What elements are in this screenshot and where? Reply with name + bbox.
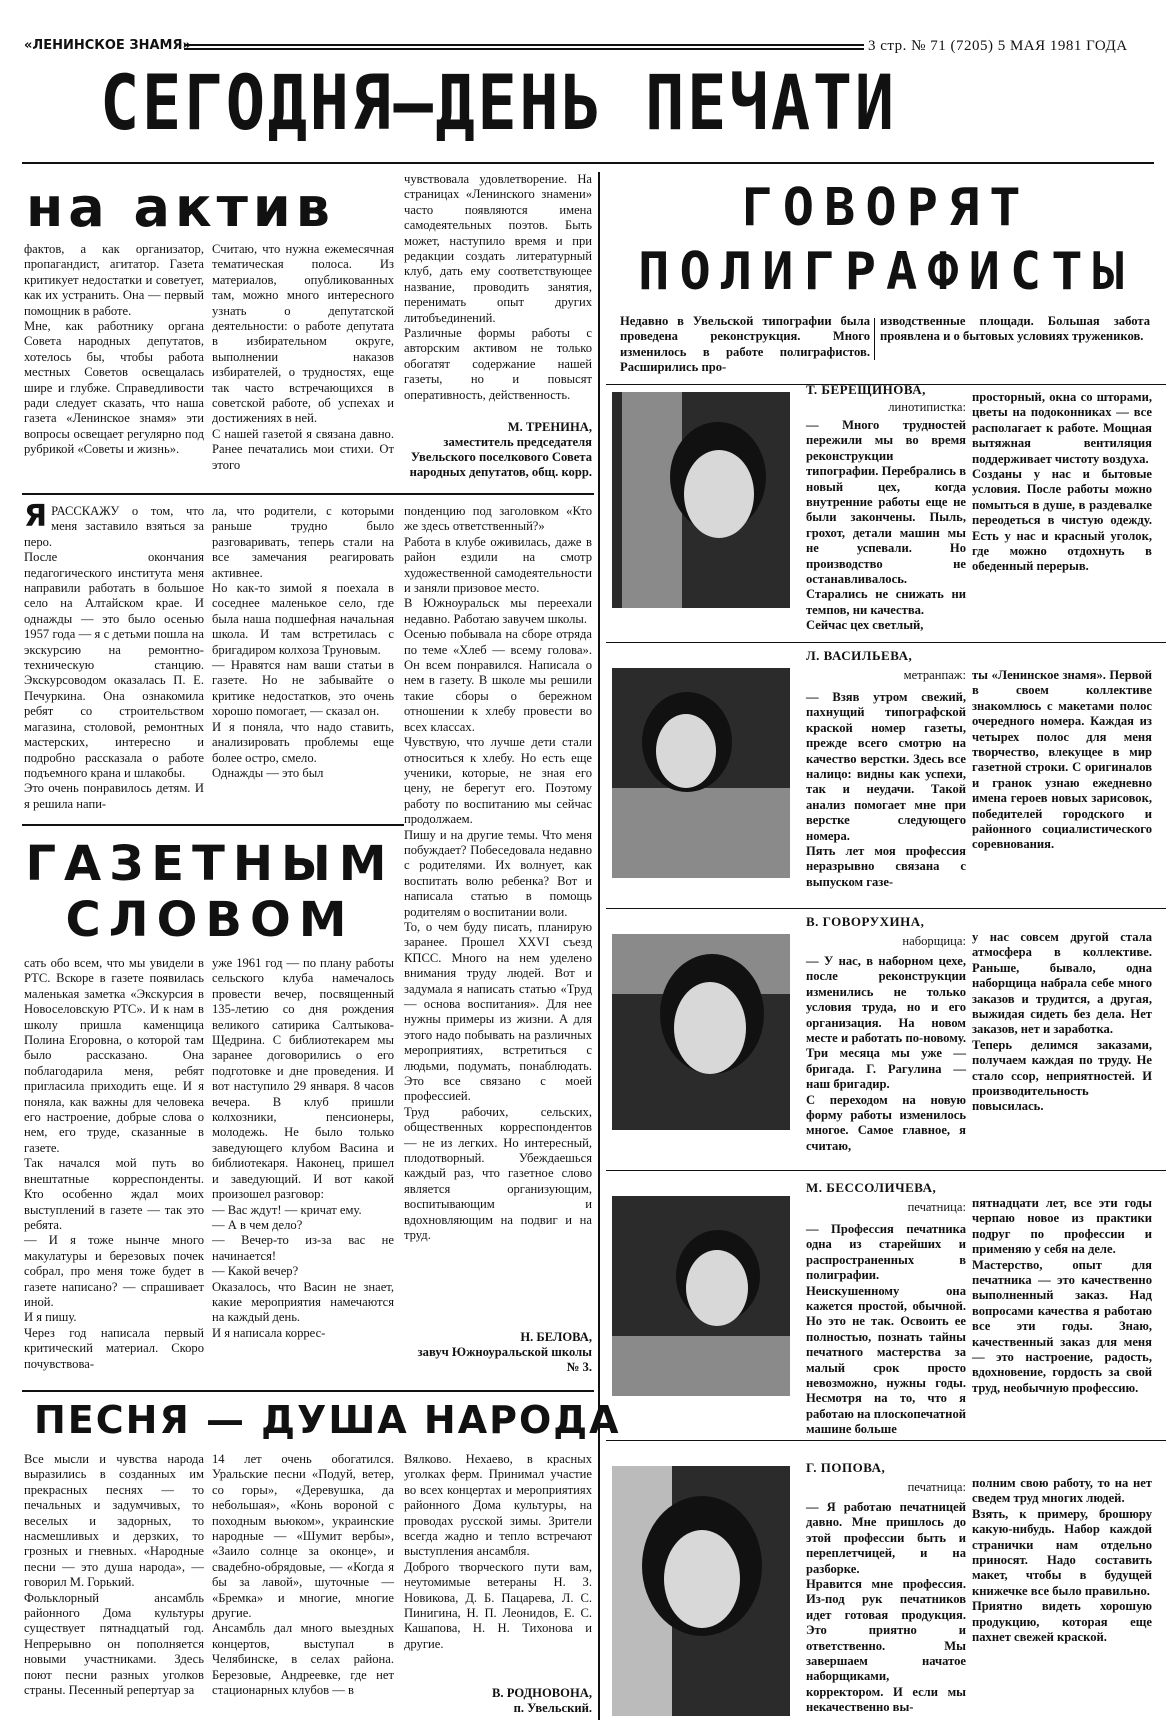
paper-name: «ЛЕНИНСКОЕ ЗНАМЯ» bbox=[24, 38, 191, 53]
aktiv-col1: фактов, а как организатор, пропагандист, агитатор. Газета критикует недостатки и советует, как их устранить. Она — первый помощник в работе. Мне, как работнику органа Совета народных депутатов, хотелось бы, чтобы работа местных Советов освещалась шире и глубже. Справедливости ради следует сказать, что наша газета «Ленинское знамя» эти вопросы освещает регулярно под рубрикой «Советы и жизнь». bbox=[24, 242, 204, 457]
pesnya-headline: ПЕСНЯ — ДУША НАРОДА bbox=[34, 1398, 621, 1442]
gazetnym-col2: уже 1961 год — по плану работы сельского клуба намечалось провести вечер, посвященный 135-летию со дня рождения великого сатирика Салтыкова-Щедрина. С библиотекарем мы заранее договорились о его подготовке и дне проведения. И вот наступило 29 января. 8 часов вечера. В клуб пришли колхозники, пенсионеры, молодежь. Не было только заведующего клубом Васина и библиотекаря. Наконец, пришел и заведующий. И вот какой произошел разговор: — Вас ждут! — кричат ему. — А в чем дело? — Вечер-то из-за вас не начинается! — Какой вечер? Оказалось, что Васин не знает, какие мероприятия намечаются на каждый день. И я написала коррес- bbox=[212, 956, 394, 1340]
role-bessolicheva: печатница: bbox=[907, 1200, 966, 1214]
rule-person3 bbox=[606, 908, 1166, 909]
rule-person5 bbox=[606, 1440, 1166, 1441]
rule-person2 bbox=[606, 642, 1166, 643]
text-b-govorukhina: у нас совсем другой стала атмосфера в коллективе. Раньше, бывало, одна наборщица набрала себе много заказов и трудится, а другая, выжидая сидеть без дела. Нет заказов, нет и заработка. Теперь делимся заказами, получаем каждая по труду. Не стало ссор, неприятностей. И производительность повысилась. bbox=[972, 930, 1152, 1114]
pesnya-col2: 14 лет очень обогатился. Уральские песни «Подуй, ветер, со горы», «Деревушка, да небольшая», «Конь вороной с походным вьюком», украинские народные — «Шумит вербы», «Заило солнце за оконце», и свадебно-обрядовые, — «Когда я бы за лавой», шуточные — «Бремка» и многие, многие другие. Ансамбль дал много выездных концертов, выступал в Челябинске, в селах района. Березовые, Андреевке, где нет стационарных клубов — в bbox=[212, 1452, 394, 1698]
aktiv-col3: чувствовала удовлетворение. На страницах «Ленинского знамени» часто появляются имена самодеятельных поэтов. Быть может, наступило время и при редакции создать литературный клуб, дать ему соответствующее название, проводить занятия, перенимать опыт других литобъединений. Различные формы работы с авторским активом не только обогатят содержание нашей газеты, но и повысят оперативность, действенность. bbox=[404, 172, 592, 402]
rasskazhu-col1 bbox=[24, 499, 204, 820]
text-b-popova: полним свою работу, то на нет сведем труд многих людей. Взять, к примеру, брошюру какую-нибудь. Набор каждой странички нам отдельно приносят. Надо составить макет, чтобы в будущей книжечке все было правильно. Приятно видеть хорошую продукцию, которая еще пахнет свежей краской. bbox=[972, 1476, 1152, 1645]
pesnya-col3: Вялково. Нехаево, в красных уголках ферм. Принимал участие во всех концертах и мероприятиях районного Дома культуры, на проводах русской зимы. Зрители всегда жадно и тепло встречают выступления ансамбля. Доброго творческого пути вам, неутомимые ветераны Н. З. Новикова, Д. Б. Пацарева, Л. С. Пинигина, Н. П. Леонидов, Е. С. Кашапова, Н. Н. Тихонова и другие. bbox=[404, 1452, 592, 1651]
rasskazhu-col2: ла, что родители, с которыми раньше трудно было разговаривать, теперь стали на все замечания реагировать активнее. Но как-то зимой я поехала в соседнее маленькое село, где была наша подшефная начальная школа. И там встретилась с бригадиром колхоза Труновым. — Нравятся нам ваши статьи в газете. Но не забывайте о критике недостатков, это очень хорошо помогает, — сказал он. И я поняла, что надо ставить, анализировать проблемы еще более остро, смело. Однажды — это был bbox=[212, 504, 394, 780]
photo-bessolicheva bbox=[612, 1196, 790, 1396]
rule-before-pesnya bbox=[22, 1390, 594, 1392]
intro-divider bbox=[874, 318, 875, 360]
text-a-bereshchinova: — Много трудностей пережили мы во время реконструкции типографии. Перебрались в новый цех, когда внутренние работы еще не были закончены. Пыль, грохот, детали машин мы не успевали. Но производство не останавливалось. Старались не снижать ни темпов, ни качества. Сейчас цех светлый, bbox=[806, 418, 966, 633]
photo-govorukhina bbox=[612, 934, 790, 1130]
aktiv-headline: на актив bbox=[26, 176, 335, 239]
masthead-rule bbox=[184, 44, 864, 50]
text-b-bereshchinova: просторный, окна со шторами, цветы на подоконниках — все располагает к работе. Мощная вытяжная вентиляция поддерживает чистоту воздуха. Созданы у нас и бытовые условия. После работы можно помыться в душе, в раздевалке переодеться в чистую одежду. Есть у нас и красный уголок, где можно отдохнуть в обеденный перерыв. bbox=[972, 390, 1152, 574]
text-a-bessolicheva: — Профессия печатника одна из старейших и распространенных в полиграфии. Неискушенному она кажется простой, обычной. Но это не так. Освоить ее полностью, познать тайны печатного мастерства за малый срок просто невозможно, нужны годы. Несмотря на то, что я работаю на плоскопечатной машине больше bbox=[806, 1222, 966, 1437]
pesnya-col1: Все мысли и чувства народа выразились в созданных им прекрасных песнях — то печальных и задумчивых, то веселых и задорных, то насмешливых и дерзких, то грозных и гневных. «Народные песни — это душа народа», — говорил М. Горький. Фольклорный ансамбль районного Дома культуры существует пятнадцатый год. Непрерывно он пополняется новыми участниками. Здесь поют песни разных уголков страны. Песенный репертуар за bbox=[24, 1452, 204, 1698]
main-headline: СЕГОДНЯ—ДЕНЬ ПЕЧАТИ bbox=[100, 58, 897, 147]
rule-person4 bbox=[606, 1170, 1166, 1171]
name-bessolicheva: М. БЕССОЛИЧЕВА, bbox=[806, 1180, 937, 1195]
role-govorukhina: наборщица: bbox=[902, 934, 966, 948]
photo-bereshchinova bbox=[612, 392, 790, 608]
text-b-vasilyeva: ты «Ленинское знамя». Первой в своем коллективе знакомлюсь с макетами полос очередного номера. Каждая из четырех полос для меня творчество, влекущее в мир газетной строки. С оригиналов и гранок узнаю ежедневно имена героев новых зарисовок, победителей городского и районного социалистического соревнования. bbox=[972, 668, 1152, 852]
name-bereshchinova: Т. БЕРЕЩИНОВА, bbox=[806, 382, 926, 397]
gazetnym-signature: Н. БЕЛОВА, завуч Южноуральской школы № 3. bbox=[417, 1330, 592, 1374]
rule-after-aktiv bbox=[22, 493, 594, 495]
rule-center-divider bbox=[598, 172, 600, 1720]
poligrafisty-intro-left: Недавно в Увельской типографии была проведена реконструкция. Много изменилось в работе полиграфистов. Расширились про- bbox=[620, 314, 870, 375]
gazetnym-headline: ГАЗЕТНЫМ СЛОВОМ bbox=[25, 836, 395, 948]
issue-line: 3 стр. № 71 (7205) 5 МАЯ 1981 ГОДА bbox=[868, 38, 1128, 54]
photo-popova bbox=[612, 1466, 790, 1716]
photo-vasilyeva bbox=[612, 668, 790, 878]
rule-before-gazetnym bbox=[22, 824, 404, 826]
role-vasilyeva: метранпаж: bbox=[903, 668, 966, 682]
text-a-govorukhina: — У нас, в наборном цехе, после реконструкции изменились не только условия труда, но и его организация. На новом месте и работать по-новому. Три месяца мы уже — бригада. Г. Рагулина — наш бригадир. С переходом на новую форму работы изменилось многое. Самое главное, я считаю, bbox=[806, 954, 966, 1153]
aktiv-col2: Считаю, что нужна ежемесячная тематическая полоса. Из материалов, опубликованных там, можно много интересного узнать о депутатской деятельности: о работе депутата в избирательном округе, выполнении наказов избирателей, о трудностях, еще так часто встречающихся в советской работе, об успехах и достижениях в ней. С нашей газетой я связана давно. Ранее печатались мои стихи. От этого bbox=[212, 242, 394, 472]
role-bereshchinova: линотипистка: bbox=[888, 400, 966, 414]
text-b-bessolicheva: пятнадцати лет, все эти годы черпаю новое из практики подруг по профессии и применяю у себя на деле. Мастерство, опыт для печатника — это качественно выполненный заказ. Над вопросами качества я работаю все эти годы. Знаю, качественный заказ для меня — это настроение, радость, вдохновение, гордость за свой труд, необычную профессию. bbox=[972, 1196, 1152, 1395]
aktiv-signature: М. ТРЕНИНА, заместитель председателя Увельского поселкового Совета народных депутатов, общ. корр. bbox=[409, 420, 592, 479]
name-govorukhina: В. ГОВОРУХИНА, bbox=[806, 914, 925, 929]
poligrafisty-intro-right: изводственные площади. Большая забота проявлена и о бытовых условиях тружеников. bbox=[880, 314, 1150, 344]
gazetnym-col1: сать обо всем, что мы увидели в РТС. Вскоре в газете появилась маленькая заметка «Экскурсия в Новоселовскую РТС». И к нам в школу пришла каменщица Полина Егоровна, о которой там было рассказано. Она поблагодарила меня, ребят пригласила приходить еще. И я поняла, как важны для человека его настроение, добрые слова о нем, его труде, сказанные в газете. Так начался мой путь во внештатные корреспонденты. Кто особенно ждал моих выступлений в газете — так это ребята. — И я тоже нынче много макулатуры и березовых почек собрал, про меня тоже будет в газете написано? — спрашивает иной. И я пишу. Через год написала первый критический материал. Скоро почувствова- bbox=[24, 956, 204, 1371]
rule-under-headline bbox=[22, 162, 1154, 164]
pesnya-signature: В. РОДНОВОНА, п. Увельский. bbox=[492, 1686, 592, 1715]
rasskazhu-col1-text: РАССКАЖУ о том, что меня заставило взяться за перо. После окончания педагогического института меня направили работать в большое село на Алтайском крае. И однажды — это было осенью 1957 года — я с детьми пошла на экскурсию на ремонтно-техническую станцию. Экскурсоводом оказалась П. Е. Печуркина. Она ознакомила ребят со строительством магазина, столовой, ремонтных мастерских, интересно и подробно рассказала о работе подъемного крана и шлакобы. Это очень понравилось детям. И я решила напи- bbox=[24, 504, 204, 811]
text-a-popova: — Я работаю печатницей давно. Мне пришлось до этой профессии быть и переплетчицей, и на разборке. Нравится мне профессия. Из-под рук печатников идет готовая продукция. Это приятно и ответственно. Мы завершаем начатое наборщиками, корректором. И если мы некачественно вы- bbox=[806, 1500, 966, 1715]
role-popova: печатница: bbox=[907, 1480, 966, 1494]
dropcap-letter: Я bbox=[24, 499, 48, 534]
poligrafisty-headline: ГОВОРЯТ ПОЛИГРАФИСТЫ bbox=[638, 178, 1134, 302]
text-a-vasilyeva: — Взяв утром свежий, пахнущий типографской краской номер газеты, прежде всего смотрю на качество верстки. Здесь все налицо: видны как успехи, так и неудачи. Такой анализ помогает мне при верстке следующего номера. Пять лет моя профессия неразрывно связана с выпуском газе- bbox=[806, 690, 966, 889]
gazetnym-col3: понденцию под заголовком «Кто же здесь ответственный?» Работа в клубе оживилась, даже в район ездили на смотр художественной самодеятельности и заняли призовое место. В Южноуральск мы переехали недавно. Работаю завучем школы. Осенью побывала на сборе отряда по теме «Хлеб — всему голова». Он всем понравился. Написала о нем в газету. В школе мы решили такие сборы о бережном отношении к хлебу провести во всех классах. Чувствую, что лучше дети стали относиться к хлебу. Но есть еще ученики, которые, не зная его цену, не берегут его. Поэтому работу по воспитанию мы сейчас продолжаем. Пишу и на другие темы. Что меня побуждает? Побеседовала недавно с родителями. Их волнует, как воспитать волю ребенка? Вот и написала статью в помощь родителям о воспитании воли. То, о чем буду писать, планирую заранее. Прошел XXVI съезд КПСС. Много на нем уделено внимания труду людей. Вот и задумала я написать статью «Труд — основа воспитания». Для нее нужны примеры из жизни. А для этого надо побывать на различных мероприятиях, встретиться с людьми, подумать, понаблюдать. Это все связано с моей профессией. Труд рабочих, сельских, общественных корреспондентов — не из легких. Но интересный, плодотворный. Убеждаешься каждый раз, что газетное слово является организующим, воспитывающим и вдохновляющим на подвиг и на труд. bbox=[404, 504, 592, 1243]
name-popova: Г. ПОПОВА, bbox=[806, 1460, 886, 1475]
name-vasilyeva: Л. ВАСИЛЬЕВА, bbox=[806, 648, 913, 663]
